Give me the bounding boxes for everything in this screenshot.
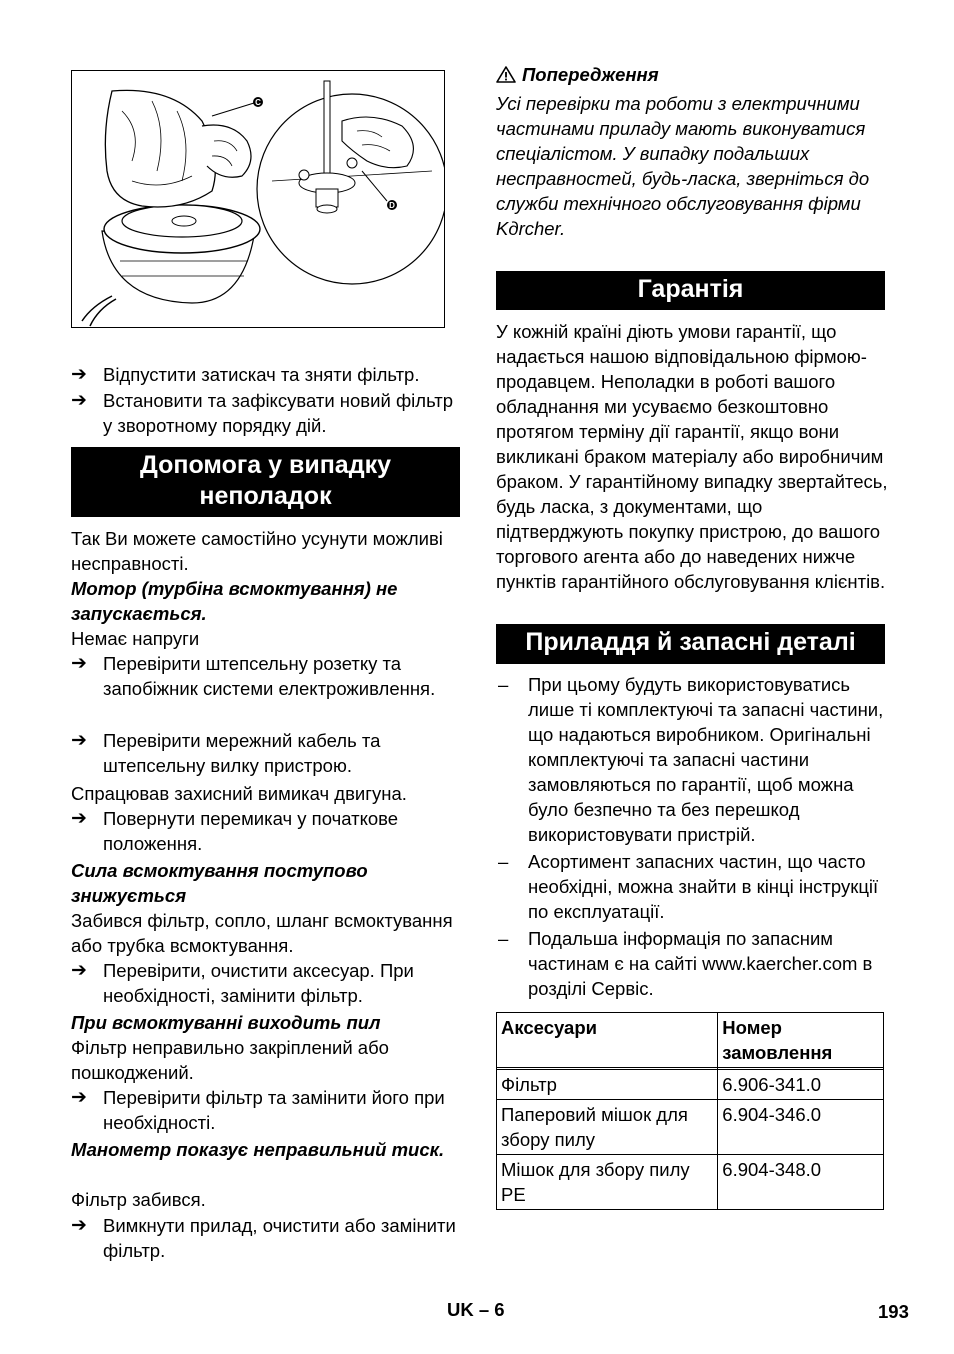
troubleshooting-intro: Так Ви можете самостійно усунути можливі несправності. <box>71 528 443 574</box>
page-number: 193 <box>878 1301 909 1322</box>
step-check-cable: ➔ Перевірити мережний кабель та штепсельну вилку пристрою. <box>71 730 381 776</box>
arrow-right-icon: ➔ <box>71 1087 87 1108</box>
filter-replacement-illustration <box>71 70 445 328</box>
footer-section-label: UK – 6 <box>447 1299 505 1320</box>
step-reset-switch: ➔ Повернути перемикач у початкове положення. <box>71 808 399 854</box>
vacuum-filter-drawing <box>72 71 444 327</box>
motor-issue-title: Мотор (турбіна всмоктування) не запускається. <box>71 578 398 624</box>
cause-clogged: Забився фільтр, сопло, шланг всмоктування або трубка всмоктування. <box>71 910 453 956</box>
table-cell-accessory: Мішок для збору пилу PE <box>497 1155 718 1210</box>
table-row <box>497 1155 884 1210</box>
step-switch-off: ➔ Вимкнути прилад, очистити або замінити фільтр. <box>71 1215 456 1261</box>
warning-title: Попередження <box>496 62 888 87</box>
callout-c-label: C <box>255 98 261 107</box>
cause-motor-protection: Спрацював захисний вимикач двигуна. <box>71 783 407 804</box>
table-cell-order-number: 6.906-341.0 <box>718 1070 884 1100</box>
arrow-right-icon: ➔ <box>71 364 87 385</box>
step-text: Встановити та зафіксувати новий фільтр у зворотному порядку дій. <box>103 390 454 436</box>
step-release-clamp <box>71 362 463 387</box>
warning-text: Усі перевірки та роботи з електричними частинами приладу мають виконуватися спеціалістом. У випадку подальших несправностей, будь-ласка, зверніться до служби технічного обслуговування фірми Kдrcher. <box>496 93 870 239</box>
step-check-socket: ➔ Перевірити штепсельну розетку та запобіжник системи електроживлення. <box>71 653 436 699</box>
step-check-filter: ➔ Перевірити фільтр та замінити його при необхідності. <box>71 1087 445 1133</box>
arrow-right-icon: ➔ <box>71 808 87 829</box>
table-row <box>497 1070 884 1100</box>
table-header-row <box>497 1013 884 1068</box>
accessories-note-3: – Подальша інформація по запасним частинам є на сайті www.kaercher.com в розділі Сервіс. <box>498 928 873 999</box>
suction-drop-title: Сила всмоктування поступово знижується <box>71 860 368 906</box>
accessories-heading: Приладдя й запасні деталі <box>496 624 885 664</box>
arrow-right-icon: ➔ <box>71 960 87 981</box>
callout-d-label: D <box>389 201 395 210</box>
arrow-right-icon: ➔ <box>71 730 87 751</box>
table-row <box>497 1100 884 1155</box>
cause-no-voltage: Немає напруги <box>71 628 200 649</box>
troubleshooting-heading: Допомога у випадку неполадок <box>71 447 460 517</box>
guarantee-text: У кожній країні діють умови гарантії, що надається нашою відповідальною фірмою-продавцем. Неполадки в роботі вашого обладнання ми усуваємо безкоштовно протягом терміну дії гарантії, якщо вони викликані браком матеріалу або виробничим браком. У гарантійному випадку звертайтесь, будь ласка, з документами, що підтверджують покупку пристрою, до вашого торгового агента або до наведених нижче пунктів гарантійного обслуговування клієнтів. <box>496 321 888 592</box>
step-clean-accessory: ➔ Перевірити, очистити аксесуар. При необхідності, замінити фільтр. <box>71 960 414 1006</box>
cause-filter-clogged: Фільтр забився. <box>71 1189 206 1210</box>
step-install-filter <box>71 388 463 438</box>
table-cell-accessory: Паперовий мішок для збору пилу <box>497 1100 718 1155</box>
table-cell-accessory: Фільтр <box>497 1070 718 1100</box>
arrow-right-icon: ➔ <box>71 390 87 411</box>
cause-filter-fitting: Фільтр неправильно закріплений або пошкоджений. <box>71 1037 389 1083</box>
manometer-title: Манометр показує неправильний тиск. <box>71 1139 445 1160</box>
accessories-table <box>496 1012 884 1210</box>
arrow-right-icon: ➔ <box>71 653 87 674</box>
arrow-right-icon: ➔ <box>71 1215 87 1236</box>
table-header-accessory: Аксесуари <box>497 1013 718 1068</box>
table-header-order-number: Номер замовлення <box>718 1013 884 1068</box>
warning-triangle-icon <box>496 66 516 83</box>
dust-escape-title: При всмоктуванні виходить пил <box>71 1012 381 1033</box>
step-text: Відпустити затискач та зняти фільтр. <box>103 364 420 385</box>
table-cell-order-number: 6.904-348.0 <box>718 1155 884 1210</box>
accessories-note-2: – Асортимент запасних частин, що часто необхідні, можна знайти в кінці інструкції по експлуатації. <box>498 851 879 922</box>
guarantee-heading: Гарантія <box>496 271 885 310</box>
table-cell-order-number: 6.904-346.0 <box>718 1100 884 1155</box>
accessories-note-1: – При цьому будуть використовуватись лише ті комплектуючі та запасні частини, що надаються виробником. Оригінальні комплектуючі та запасні частини замовляються по гарантії, щоб можна було безпечно та без перешкод використовувати пристрій. <box>498 674 884 845</box>
